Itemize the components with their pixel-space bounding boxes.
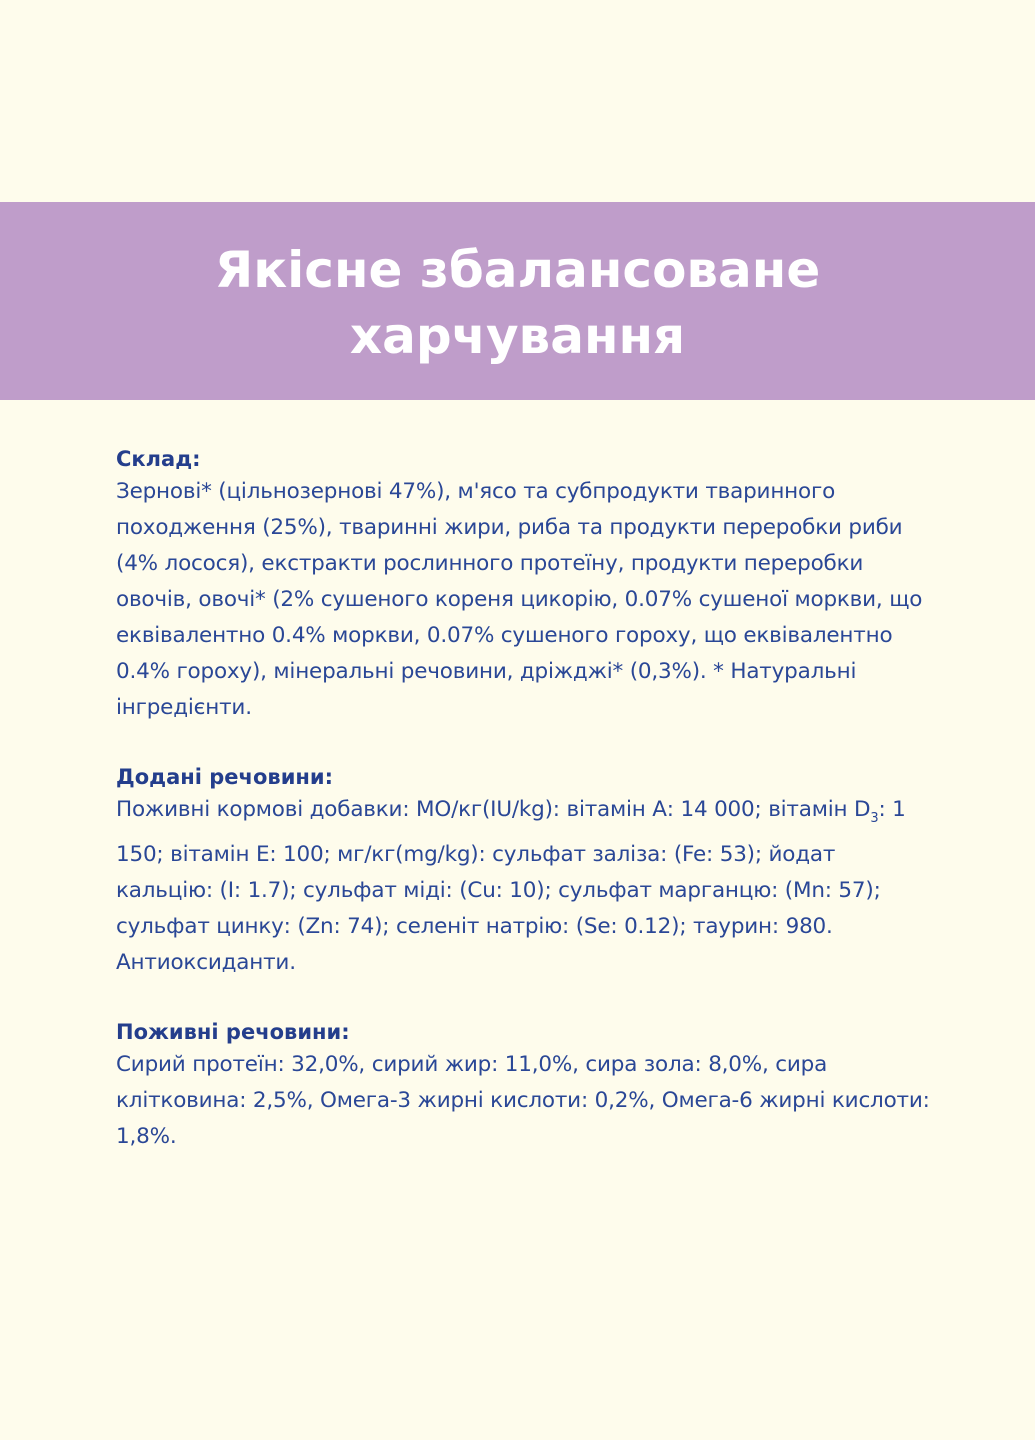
- additives-section: [116, 762, 936, 981]
- title-banner: [0, 202, 1035, 400]
- composition-section: [116, 444, 936, 726]
- nutrients-section: [116, 1017, 936, 1155]
- composition-text: Зернові* (цільнозернові 47%), м'ясо та субпродукти тваринного походження (25%), тваринні жири, риба та продукти переробки риби (4% лосося), екстракти рослинного протеїну, продукти переробки овочів, овочі* (2% сушеного кореня цикорію, 0.07% сушеної моркви, що еквівалентно 0.4% моркви, 0.07% сушеного гороху, що еквівалентно 0.4% гороху), мінеральні речовини, дріжджі* (0,3%). * Натуральні інгредієнти.: [116, 479, 923, 720]
- additives-heading: Додані речовини:: [116, 765, 334, 789]
- additives-text: [116, 792, 936, 981]
- nutrients-heading: Поживні речовини:: [116, 1020, 350, 1044]
- page-title: Якісне збалансоване харчування: [214, 241, 821, 365]
- additives-text-part1: Поживні кормові добавки: МО/кг(IU/kg): вітамін А: 14 000; вітамін D: [116, 797, 871, 822]
- product-info: [116, 444, 936, 1191]
- nutrients-text: Сирий протеїн: 32,0%, сирий жир: 11,0%, сира зола: 8,0%, сира клітковина: 2,5%, Омега-3 жирні кислоти: 0,2%, Омега-6 жирні кислоти: 1,8%.: [116, 1052, 930, 1149]
- composition-heading: Склад:: [116, 447, 201, 471]
- vitamin-d-subscript: 3: [870, 811, 879, 826]
- additives-text-part2: : 1 150; вітамін Е: 100; мг/кг(mg/kg): сульфат заліза: (Fe: 53); йодат кальцію: (I: 1.7); сульфат міді: (Cu: 10); сульфат марганцю: (Mn: 57); сульфат цинку: (Zn: 74); селеніт натрію: (Se: 0.12); таурин: 980. Антиоксиданти.: [116, 797, 906, 975]
